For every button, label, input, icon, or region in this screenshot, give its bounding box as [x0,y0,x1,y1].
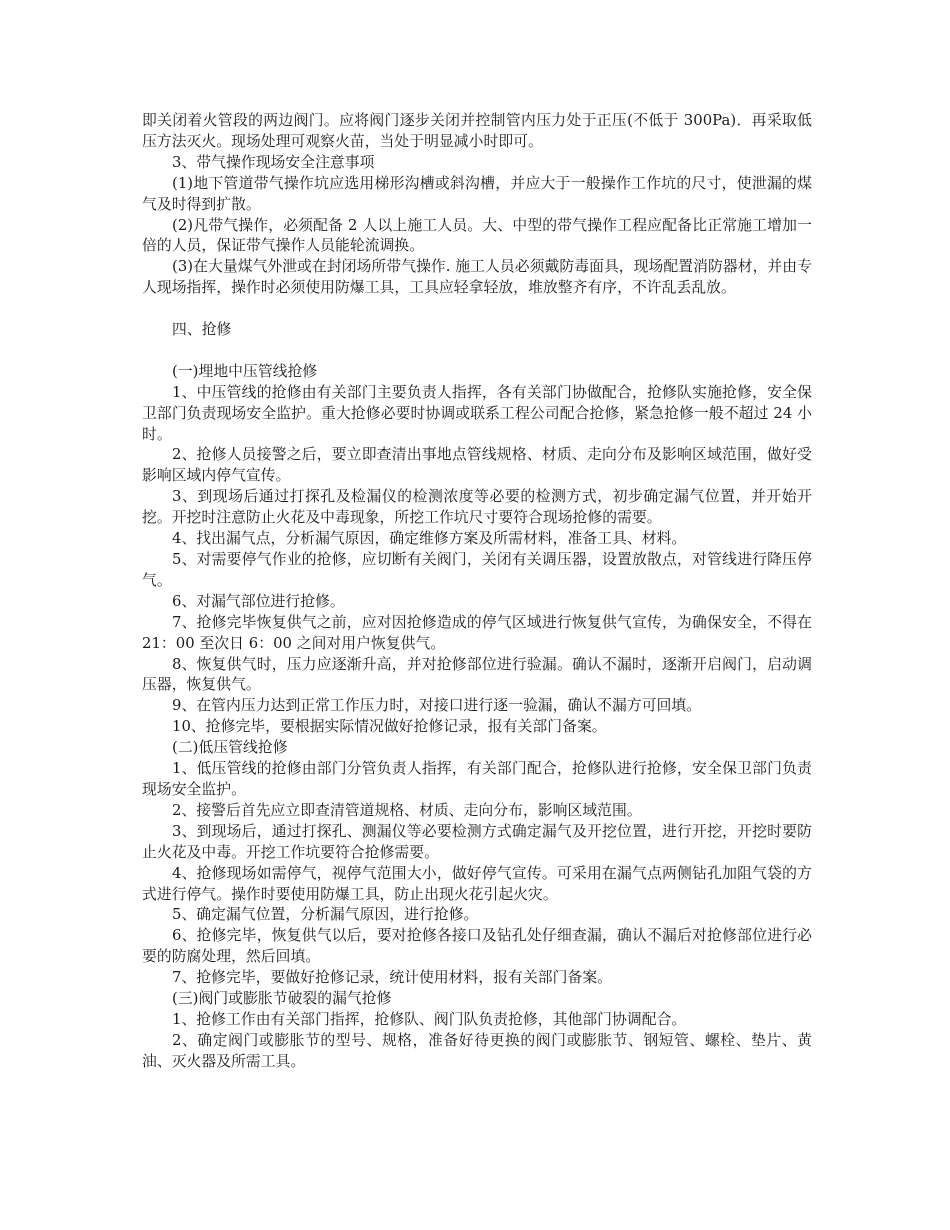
document-body [142,111,812,1073]
paragraph: 4、找出漏气点，分析漏气原因，确定维修方案及所需材料，准备工具、材料。 [172,530,687,548]
paragraph: 即关闭着火管段的两边阀门。应将阀门逐步关闭并控制管内压力处于正压(不低于 300Pa)．再采取低压方法灭火。现场处理可观察火苗，当处于明显减小时即可。 [142,112,812,150]
paragraph: 6、抢修完毕，恢复供气以后，要对抢修各接口及钻孔处仔细查漏，确认不漏后对抢修部位进行必要的防腐处理，然后回填。 [142,927,812,966]
paragraph: 10、抢修完毕，要根据实际情况做好抢修记录，报有关部门备案。 [172,718,607,736]
paragraph: (1)地下管道带气操作坑应选用梯形沟槽或斜沟槽，并应大于一般操作工作坑的尺寸，使泄漏的煤气及时得到扩散。 [142,174,812,213]
paragraph: 3、到现场后通过打探孔及检漏仪的检测浓度等必要的检测方式，初步确定漏气位置，并开始开挖。开挖时注意防止火花及中毒现象，所挖工作坑尺寸要符合现场抢修的需要。 [142,488,812,527]
paragraph: 2、确定阀门或膨胀节的型号、规格，准备好待更换的阀门或膨胀节、钢短管、螺栓、垫片、黄油、灭火器及所需工具。 [142,1031,812,1070]
paragraph: 1、中压管线的抢修由有关部门主要负责人指挥，各有关部门协做配合，抢修队实施抢修，安全保卫部门负责现场安全监护。重大抢修必要时协调或联系工程公司配合抢修，紧急抢修一般不超过 24 小时。 [142,383,812,443]
paragraph: 8、恢复供气时，压力应逐渐升高，并对抢修部位进行验漏。确认不漏时，逐渐开启阀门，启动调压器，恢复供气。 [142,655,812,694]
paragraph: 1、抢修工作由有关部门指挥，抢修队、阀门队负责抢修，其他部门协调配合。 [172,1010,687,1028]
paragraph: 2、抢修人员接警之后，要立即查清出事地点管线规格、材质、走向分布及影响区域范围，做好受影响区域内停气宣传。 [142,446,812,485]
paragraph: (3)在大量煤气外泄或在封闭场所带气操作. 施工人员必须戴防毒面具，现场配置消防器材，并由专人现场指挥，操作时必须使用防爆工具，工具应轻拿轻放，堆放整齐有序，不许乱丢乱放。 [142,258,812,297]
subsection-heading: (二)低压管线抢修 [172,739,288,757]
paragraph: 5、对需要停气作业的抢修，应切断有关阀门，关闭有关调压器，设置放散点，对管线进行降压停气。 [142,551,812,589]
paragraph: 2、接警后首先应立即查清管道规格、材质、走向分布，影响区域范围。 [172,801,642,819]
spacer [142,299,812,320]
paragraph: 7、抢修完毕，要做好抢修记录，统计使用材料，报有关部门备案。 [172,969,613,987]
subsection-heading: 3、带气操作现场安全注意事项 [172,153,375,171]
subsection-heading: (三)阀门或膨胀节破裂的漏气抢修 [172,990,392,1008]
paragraph: 3、到现场后，通过打探孔、测漏仪等必要检测方式确定漏气及开挖位置，进行开挖，开挖时要防止火花及中毒。开挖工作坑要符合抢修需要。 [142,822,812,861]
paragraph: 1、低压管线的抢修由部门分管负责人指挥，有关部门配合，抢修队进行抢修，安全保卫部门负责现场安全监护。 [142,760,812,798]
paragraph: 6、对漏气部位进行抢修。 [172,592,345,610]
paragraph: 5、确定漏气位置，分析漏气原因，进行抢修。 [172,906,479,924]
subsection-heading: (一)埋地中压管线抢修 [172,362,318,380]
paragraph: 4、抢修现场如需停气，视停气范围大小，做好停气宣传。可采用在漏气点两侧钻孔加阻气袋的方式进行停气。操作时要使用防爆工具，防止出现火花引起火灾。 [142,864,812,903]
section-heading: 四、抢修 [172,321,232,339]
paragraph: 9、在管内压力达到正常工作压力时，对接口进行逐一验漏，确认不漏方可回填。 [172,697,702,715]
paragraph: 7、抢修完毕恢复供气之前，应对因抢修造成的停气区域进行恢复供气宣传，为确保安全，不得在 21：00 至次日 6：00 之间对用户恢复供气。 [142,613,812,652]
paragraph: (2)凡带气操作，必须配备 2 人以上施工人员。大、中型的带气操作工程应配备比正常施工增加一倍的人员，保证带气操作人员能轮流调换。 [142,216,812,255]
spacer [142,341,812,362]
